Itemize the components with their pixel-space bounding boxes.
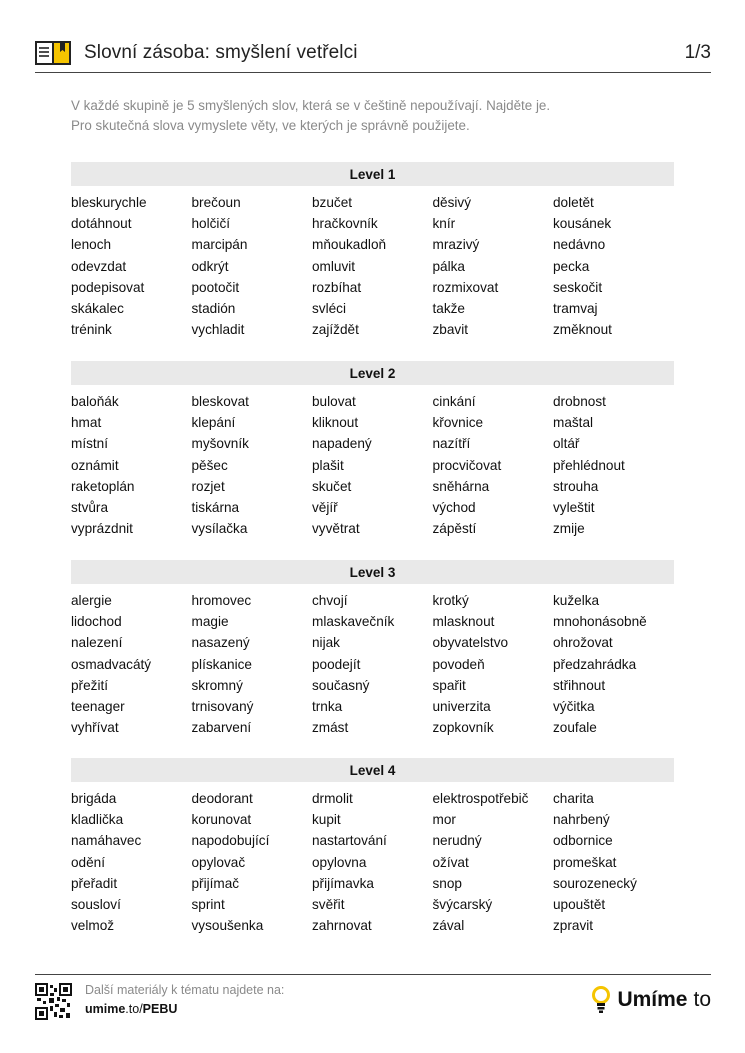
word-item: hromovec: [191, 593, 252, 608]
word-item: výčitka: [553, 698, 595, 714]
word-item: sousloví: [71, 896, 121, 912]
word-item: zpravit: [553, 918, 594, 934]
word-item: doletět: [553, 195, 594, 210]
word-item: snop: [432, 875, 462, 891]
level-header: Level 4: [71, 758, 674, 782]
word-item: opylovna: [312, 854, 367, 870]
word-item: plískanice: [191, 656, 252, 672]
word-item: teenager: [71, 698, 125, 714]
word-item: baloňák: [71, 394, 119, 409]
word-item: nedávno: [553, 237, 606, 253]
word-grid: [71, 788, 674, 936]
word-item: kladlička: [71, 812, 124, 828]
word-item: nasazený: [191, 635, 250, 651]
word-item: kuželka: [553, 593, 600, 608]
word-item: bulovat: [312, 394, 356, 409]
level-1-section: [71, 162, 674, 340]
instructions: [71, 96, 671, 136]
word-item: odění: [71, 854, 106, 870]
page-number: 1/3: [684, 42, 711, 63]
word-item: osmadvacátý: [71, 656, 152, 672]
word-item: takže: [432, 300, 465, 316]
level-4-section: [71, 758, 674, 936]
word-item: oltář: [553, 436, 580, 452]
word-item: křovnice: [432, 415, 484, 431]
word-item: elektrospotřebič: [432, 791, 529, 806]
word-item: povodeň: [432, 656, 485, 672]
word-item: lidochod: [71, 614, 122, 630]
word-item: vyprázdnit: [71, 521, 133, 537]
word-item: sprint: [191, 896, 225, 912]
umime-logo: [591, 985, 711, 1015]
word-item: vyvětrat: [312, 521, 360, 537]
word-item: mlaskavečník: [312, 614, 395, 630]
word-item: přijímavka: [312, 875, 374, 891]
word-item: svěřit: [312, 896, 345, 912]
page-header: [35, 38, 711, 73]
word-item: rozmixovat: [432, 279, 499, 295]
word-item: ožívat: [432, 854, 469, 870]
word-item: svléci: [312, 300, 346, 316]
word-item: chvojí: [312, 593, 348, 608]
word-item: nerudný: [432, 833, 482, 849]
word-item: opylovač: [191, 854, 246, 870]
word-item: hračkovník: [312, 216, 378, 232]
word-item: zabarvení: [191, 720, 252, 736]
word-item: mor: [432, 812, 456, 828]
word-item: poodejít: [312, 656, 361, 672]
word-item: zoufale: [553, 720, 597, 736]
word-item: změknout: [553, 322, 612, 338]
word-item: trnisovaný: [191, 698, 254, 714]
word-item: nazítří: [432, 436, 471, 452]
word-item: omluvit: [312, 258, 356, 274]
word-item: vysílačka: [191, 521, 248, 537]
word-item: maštal: [553, 415, 594, 431]
word-item: raketoplán: [71, 478, 135, 494]
word-item: odevzdat: [71, 258, 127, 274]
word-item: zopkovník: [432, 720, 494, 736]
lightbulb-icon: [591, 986, 611, 1014]
word-item: stadión: [191, 300, 236, 316]
word-item: cinkání: [432, 394, 476, 409]
word-item: vyhřívat: [71, 720, 119, 736]
word-item: strouha: [553, 478, 599, 494]
level-3-section: [71, 560, 674, 738]
word-grid: [71, 192, 674, 340]
word-item: odbornice: [553, 833, 613, 849]
word-item: pálka: [432, 258, 465, 274]
level-header: Level 2: [71, 361, 674, 385]
word-item: nahrbený: [553, 812, 610, 828]
word-item: přehlédnout: [553, 457, 625, 473]
level-header: Level 3: [71, 560, 674, 584]
word-item: sourozenecký: [553, 875, 637, 891]
word-item: procvičovat: [432, 457, 502, 473]
word-item: vějíř: [312, 499, 338, 515]
word-item: brečoun: [191, 195, 241, 210]
word-item: sněhárna: [432, 478, 490, 494]
word-item: vysoušenka: [191, 918, 264, 934]
word-item: odkrýt: [191, 258, 229, 274]
word-item: místní: [71, 436, 109, 452]
link-domain: umime: [85, 1002, 126, 1016]
word-item: nalezení: [71, 635, 123, 651]
word-item: marcipán: [191, 237, 248, 253]
word-item: mňoukadloň: [312, 237, 387, 253]
word-item: oznámit: [71, 457, 119, 473]
word-item: předzahrádka: [553, 656, 637, 672]
word-item: rozjet: [191, 478, 225, 494]
word-item: děsivý: [432, 195, 472, 210]
word-item: vyleštit: [553, 499, 595, 515]
word-item: korunovat: [191, 812, 252, 828]
word-item: přeřadit: [71, 875, 118, 891]
word-item: brigáda: [71, 791, 117, 806]
word-item: holčičí: [191, 216, 231, 232]
word-item: zbavit: [432, 322, 469, 338]
word-grid: [71, 590, 674, 738]
footer-text: Další materiály k tématu najdete na:: [85, 983, 285, 997]
word-item: charita: [553, 791, 594, 806]
word-item: současný: [312, 677, 370, 693]
link-code: PEBU: [142, 1002, 178, 1016]
word-item: zával: [432, 918, 465, 934]
logo-text-light: to: [693, 988, 711, 1011]
word-item: východ: [432, 499, 476, 515]
word-item: trnka: [312, 698, 343, 714]
word-item: drmolit: [312, 791, 353, 806]
word-item: krotký: [432, 593, 469, 608]
materials-link[interactable]: [85, 1002, 177, 1016]
word-item: skučet: [312, 478, 352, 494]
word-item: spařit: [432, 677, 466, 693]
word-item: skromný: [191, 677, 243, 693]
word-grid: [71, 391, 674, 539]
word-item: nijak: [312, 635, 340, 651]
word-item: tiskárna: [191, 499, 240, 515]
word-item: lenoch: [71, 237, 112, 253]
word-item: drobnost: [553, 394, 606, 409]
word-item: nastartování: [312, 833, 387, 849]
word-item: přežití: [71, 677, 109, 693]
word-item: knír: [432, 216, 456, 232]
word-item: kupit: [312, 812, 341, 828]
word-item: myšovník: [191, 436, 249, 452]
word-item: trénink: [71, 322, 112, 338]
instruction-line-2: Pro skutečná slova vymyslete věty, ve kterých je správně použijete.: [71, 118, 470, 133]
word-item: namáhavec: [71, 833, 142, 849]
word-item: mrazivý: [432, 237, 480, 253]
level-header: Level 1: [71, 162, 674, 186]
word-item: ohrožovat: [553, 635, 613, 651]
word-item: bleskurychle: [71, 195, 147, 210]
word-item: deodorant: [191, 791, 253, 806]
word-item: seskočit: [553, 279, 603, 295]
word-item: zmije: [553, 521, 585, 537]
qr-code-icon: [35, 983, 72, 1020]
word-item: dotáhnout: [71, 216, 132, 232]
word-item: střihnout: [553, 677, 606, 693]
word-item: mlasknout: [432, 614, 495, 630]
book-icon: [35, 40, 73, 66]
word-item: stvůra: [71, 499, 109, 515]
word-item: bzučet: [312, 195, 353, 210]
word-item: vychladit: [191, 322, 245, 338]
word-item: zajíždět: [312, 322, 359, 338]
word-item: kliknout: [312, 415, 359, 431]
word-item: mnohonásobně: [553, 614, 647, 630]
word-item: zahrnovat: [312, 918, 372, 934]
word-item: přijímač: [191, 875, 240, 891]
word-item: pecka: [553, 258, 590, 274]
word-item: magie: [191, 614, 229, 630]
link-tld: .to/: [125, 1002, 143, 1016]
word-item: upouštět: [553, 896, 606, 912]
instruction-line-1: V každé skupině je 5 smyšlených slov, která se v češtině nepoužívají. Najděte je.: [71, 98, 551, 113]
page-title: Slovní zásoba: smyšlení vetřelci: [84, 42, 358, 63]
word-item: alergie: [71, 593, 112, 608]
word-item: klepání: [191, 415, 236, 431]
word-item: univerzita: [432, 698, 491, 714]
word-item: hmat: [71, 415, 102, 431]
word-item: plašit: [312, 457, 344, 473]
word-item: napodobující: [191, 833, 270, 849]
word-item: švýcarský: [432, 896, 493, 912]
word-item: bleskovat: [191, 394, 249, 409]
page-footer: [35, 974, 711, 1035]
word-item: tramvaj: [553, 300, 598, 316]
word-item: kousánek: [553, 216, 612, 232]
word-item: obyvatelstvo: [432, 635, 509, 651]
word-item: skákalec: [71, 300, 124, 316]
word-item: napadený: [312, 436, 372, 452]
word-item: pootočit: [191, 279, 240, 295]
word-item: zápěstí: [432, 521, 477, 537]
level-2-section: [71, 361, 674, 539]
word-item: velmož: [71, 918, 115, 934]
word-item: pěšec: [191, 457, 228, 473]
logo-text-bold: Umíme: [617, 988, 688, 1011]
word-item: podepisovat: [71, 279, 145, 295]
word-item: zmást: [312, 720, 349, 736]
word-item: promeškat: [553, 854, 617, 870]
word-item: rozbíhat: [312, 279, 362, 295]
